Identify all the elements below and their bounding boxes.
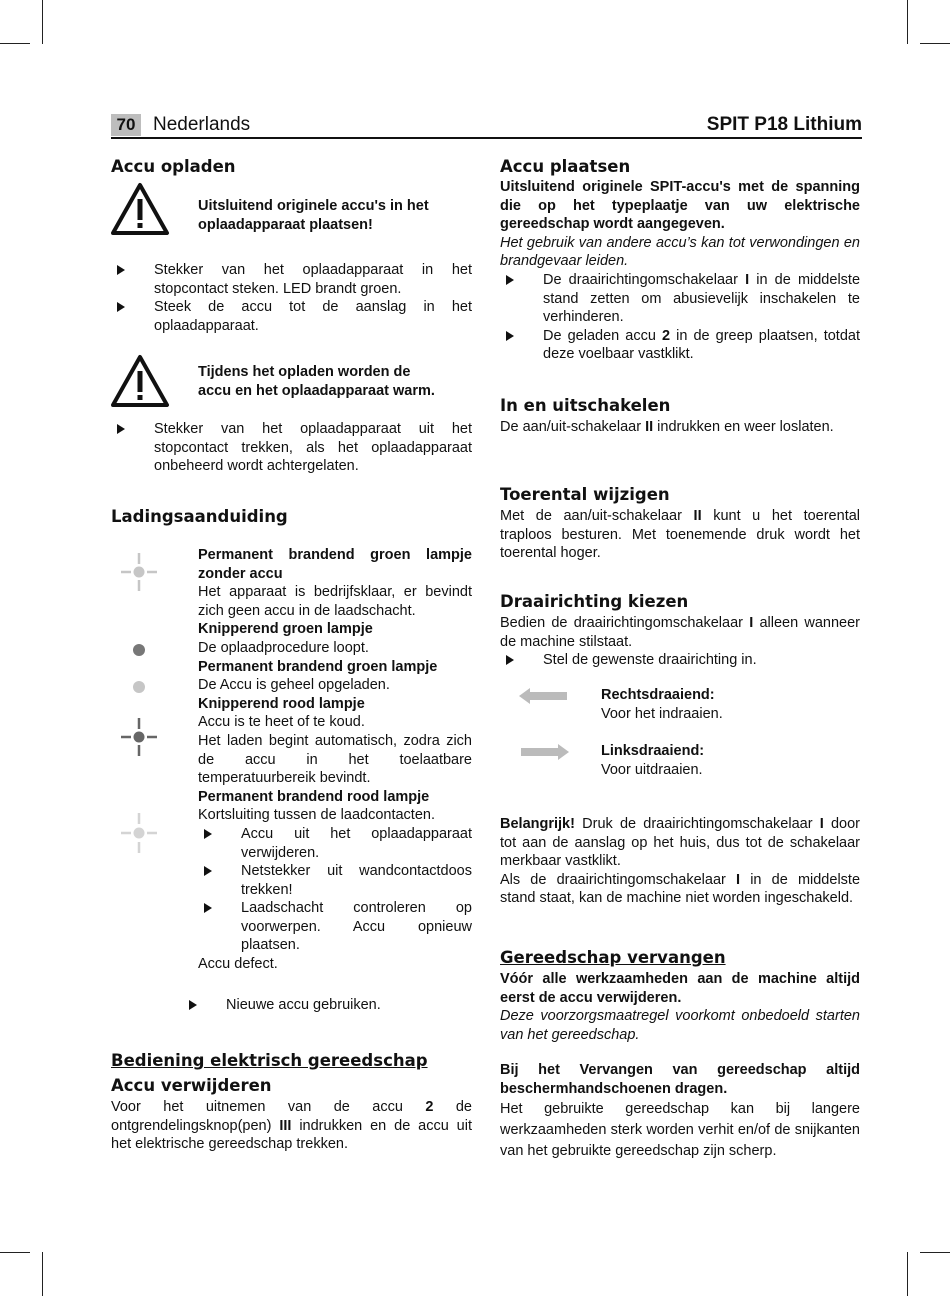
- led-steady-green-icon: [120, 552, 158, 592]
- paragraph-draairichting: Bedien de draairichtingomschakelaar I alleen wanneer de machine stilstaat.: [500, 615, 860, 650]
- state-heading: Permanent brandend groen lampje zonder accu: [198, 547, 472, 582]
- list-item: Stel de gewenste draairichting in.: [500, 651, 860, 670]
- vervangen-content: [500, 970, 860, 1162]
- state-text: De oplaadprocedure loopt.: [198, 639, 369, 656]
- crop-mark: [42, 0, 43, 44]
- crop-mark: [42, 1252, 43, 1296]
- bullet-arrow-icon: [204, 903, 212, 913]
- list-item: Nieuwe accu gebruiken.: [183, 996, 473, 1015]
- bullet-arrow-icon: [189, 1000, 197, 1010]
- bullet-arrow-icon: [117, 424, 125, 434]
- list-item: Stekker van het oplaadapparaat in het stopcontact steken. LED brandt groen.: [111, 261, 472, 298]
- bullet-arrow-icon: [506, 331, 514, 341]
- bullet-arrow-icon: [204, 866, 212, 876]
- warning-text-originele-accus: Uitsluitend originele accu's in het oplaadapparaat plaatsen!: [198, 198, 429, 233]
- list-item: Accu uit het oplaadapparaat verwijderen.: [198, 825, 472, 862]
- section-title-draairichting: Draairichting kiezen: [500, 592, 689, 611]
- state-text: Het apparaat is bedrijfsklaar, er bevindt zich geen accu in de laadschacht.: [198, 584, 472, 619]
- bullet-arrow-icon: [204, 829, 212, 839]
- page-header: [111, 113, 862, 139]
- state-heading: Knipperend groen lampje: [198, 621, 373, 638]
- paragraph-bold: Bij het Vervangen van gereedschap altijd beschermhandschoenen dragen.: [500, 1062, 860, 1097]
- paragraph-toerental: Met de aan/uit-schakelaar II kunt u het toerental traploos besturen. Met toenemende druk wordt het toerental hoger.: [500, 508, 861, 562]
- list-item: Stekker van het oplaadapparaat uit het stopcontact trekken, als het oplaadapparaat onbeheerd wordt achtergelaten.: [111, 420, 472, 476]
- crop-mark: [907, 0, 908, 44]
- section-title-bediening: Bediening elektrisch gereedschap: [111, 1051, 428, 1070]
- warning-text-warm: Tijdens het opladen worden de accu en het oplaadapparaat warm.: [198, 364, 435, 399]
- section-title-in-en-uitschakelen: In en uitschakelen: [500, 396, 671, 415]
- led-blinking-green-icon: [132, 643, 146, 657]
- state-text: Het laden begint automatisch, zodra zich de accu in het toelaatbare temperatuurbereik bevindt.: [198, 732, 472, 787]
- crop-mark: [0, 43, 30, 44]
- section-title-toerental: Toerental wijzigen: [500, 485, 670, 504]
- crop-mark: [920, 1252, 950, 1253]
- product-name: SPIT P18 Lithium: [706, 114, 862, 135]
- state-heading: Permanent brandend rood lampje: [198, 788, 430, 805]
- section-title-gereedschap-vervangen: Gereedschap vervangen: [500, 948, 726, 967]
- language-label: Nederlands: [153, 114, 251, 135]
- bullet-arrow-icon: [117, 302, 125, 312]
- rechtsdraaiend-block: Rechtsdraaiend: Voor het indraaien.: [601, 687, 723, 722]
- led-full-green-icon: [132, 680, 146, 694]
- paragraph-middelste-stand: Als de draairichtingomschakelaar I in de middelste stand staat, kan de machine niet worden ingeschakeld.: [500, 871, 861, 907]
- crop-mark: [0, 1252, 30, 1253]
- bullet-list-stekker: [111, 420, 472, 476]
- paragraph-accu-verwijderen: Voor het uitnemen van de accu 2 de ontgrendelingsknop(pen) III indrukken en de accu uit het elektrische gereedschap trekken.: [111, 1099, 472, 1153]
- list-item: Laadschacht controleren op voorwerpen. Accu opnieuw plaatsen.: [198, 899, 472, 955]
- led-blinking-red-icon: [120, 717, 158, 757]
- state-text: Accu is te heet of te koud.: [198, 714, 365, 731]
- paragraph-aanuit: De aan/uit-schakelaar II indrukken en weer loslaten.: [500, 419, 834, 435]
- list-item: Steek de accu tot de aanslag in het oplaadapparaat.: [111, 298, 472, 335]
- arrow-left-icon: [519, 687, 569, 705]
- state-heading: Permanent brandend groen lampje: [198, 658, 438, 675]
- state-heading: Knipperend rood lampje: [198, 695, 365, 712]
- state-text: De Accu is geheel opgeladen.: [198, 677, 390, 694]
- belangrijk-content: [500, 815, 860, 908]
- paragraph-italic: Deze voorzorgsmaatregel voorkomt onbedoeld starten van het gereedschap.: [500, 1008, 860, 1043]
- arrow-right-icon: [519, 743, 569, 761]
- linksdraaiend-block: Linksdraaiend: Voor uitdraaien.: [601, 743, 705, 778]
- draairichting-content: [500, 614, 860, 670]
- bullet-list-opladen: [111, 261, 472, 335]
- ladings-states: [198, 546, 472, 974]
- section-title-accu-plaatsen: Accu plaatsen: [500, 157, 631, 176]
- accu-plaatsen-content: [500, 178, 860, 364]
- list-item: Netstekker uit wandcontactdoos trekken!: [198, 862, 472, 899]
- paragraph-belangrijk: Belangrijk! Druk de draairichtingomschakelaar I door tot aan de aanslag op het huis, dus tot de schakelaar merkbaar vastklikt.: [500, 816, 860, 870]
- led-steady-red-icon: [120, 812, 158, 854]
- crop-mark: [920, 43, 950, 44]
- paragraph-bold: Vóór alle werkzaamheden aan de machine altijd eerst de accu verwijderen.: [500, 971, 860, 1006]
- section-title-accu-opladen: Accu opladen: [111, 157, 236, 176]
- list-item: De draairichtingomschakelaar I in de middelste stand zetten om abusievelijk inschakelen te verhinderen.: [500, 271, 860, 327]
- bullet-arrow-icon: [506, 655, 514, 665]
- paragraph-bold: Uitsluitend originele SPIT-accu's met de spanning die op het typeplaatje van uw elektrische gereedschap wordt aangegeven.: [500, 179, 860, 233]
- state-text: Accu defect.: [198, 956, 278, 973]
- state-text: Kortsluiting tussen de laadcontacten.: [198, 807, 435, 824]
- paragraph-text: Het gebruikte gereedschap kan bij langere werkzaamheden sterk worden verhit en/of de snijkanten van het gebruikte gereedschap zijn scherp.: [500, 1100, 860, 1159]
- page-number: 70: [111, 114, 141, 136]
- list-item: De geladen accu 2 in de greep plaatsen, totdat deze voelbaar vastklikt.: [500, 327, 860, 364]
- warning-icon: [110, 354, 170, 408]
- warning-icon: [110, 182, 170, 236]
- bullet-arrow-icon: [117, 265, 125, 275]
- crop-mark: [907, 1252, 908, 1296]
- paragraph-italic: Het gebruik van andere accu’s kan tot verwondingen en brandgevaar leiden.: [500, 234, 860, 270]
- section-title-accu-verwijderen: Accu verwijderen: [111, 1076, 272, 1095]
- section-title-ladingsaanduiding: Ladingsaanduiding: [111, 507, 288, 526]
- bullet-arrow-icon: [506, 275, 514, 285]
